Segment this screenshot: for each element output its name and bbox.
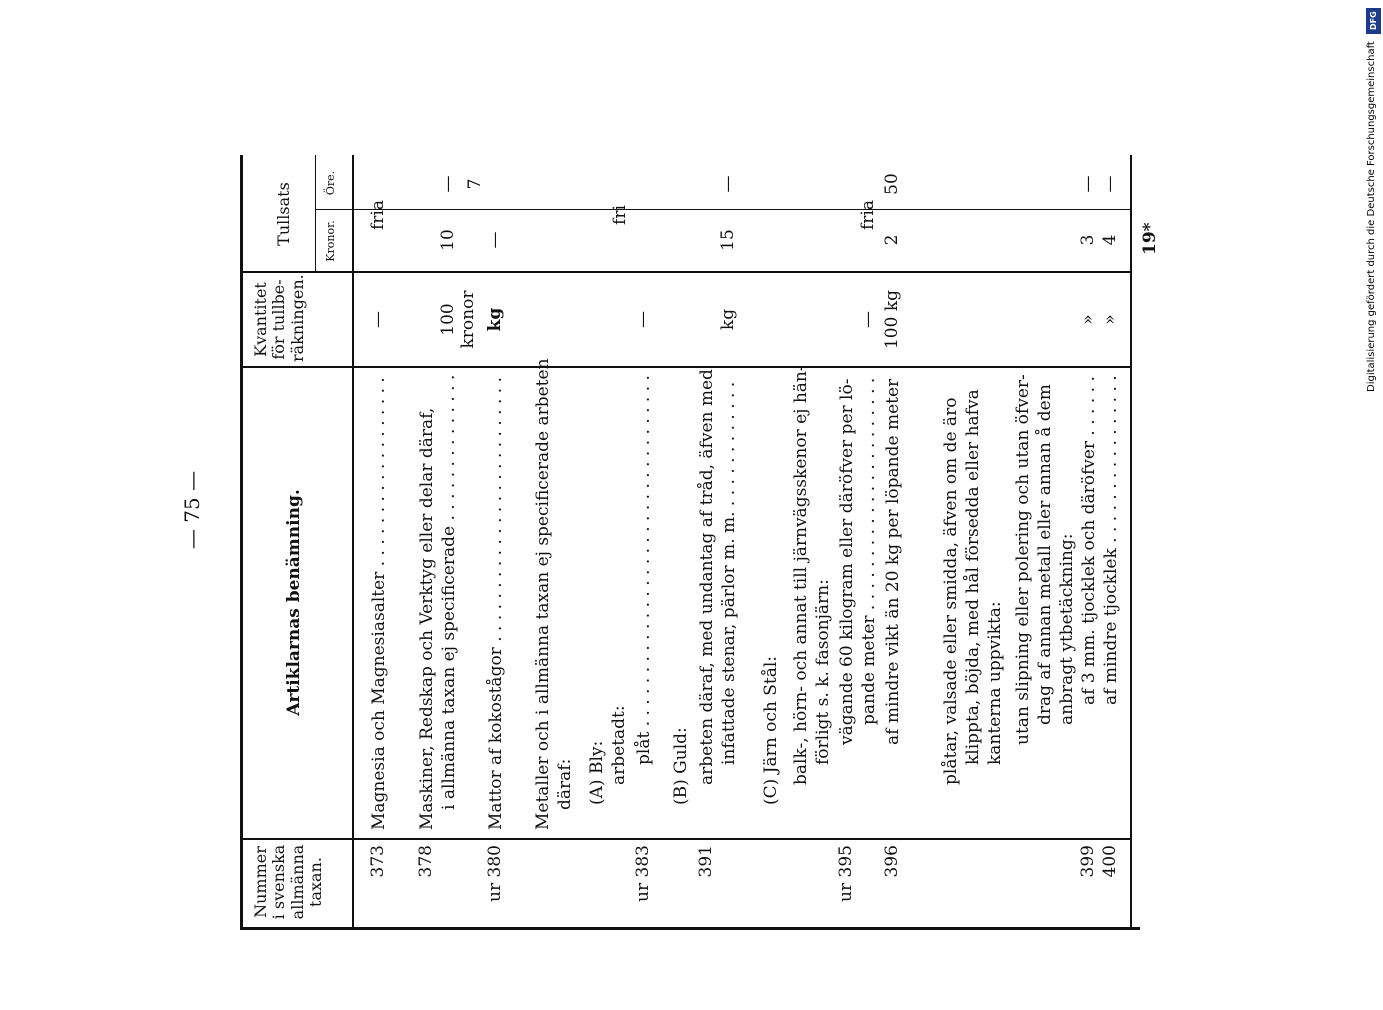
row-text: Maskiner, Redskap och Verktyg eller delar däraf, — [417, 407, 437, 830]
row-text-cont: pande meter . . . — [858, 375, 880, 725]
row-kronor: 2 — [882, 234, 902, 246]
row-kronor: — — [485, 231, 505, 249]
row-quantity: 100 kronor — [438, 290, 478, 349]
row-text-cont: förligt s. k. fasonjärn: — [813, 579, 833, 765]
header-rule — [352, 155, 354, 930]
table-left-border — [240, 927, 1140, 930]
page-number: — 75 — — [180, 470, 204, 550]
row-text: vägande 60 kilogram eller däröfver per lö- — [837, 378, 857, 745]
row-kronor: 10 — [438, 229, 458, 251]
row-free: fria — [858, 200, 878, 230]
row-text: Mattor af kokostågor . . . — [485, 375, 507, 830]
header-article: Artiklarnas benämning. — [284, 489, 304, 716]
row-number: ur 383 — [633, 845, 653, 902]
row-ore: 7 — [465, 178, 485, 190]
row-text: arbetadt: — [609, 705, 629, 785]
row-text: Magnesia och Magnesiasalter . . . — [368, 375, 390, 830]
table-bottom-border — [1130, 155, 1132, 930]
row-text: af mindre vikt än 20 kg per löpande meter — [883, 378, 903, 745]
row-text: Metaller och i allmänna taxan ej specificerade arbeten — [533, 358, 553, 830]
row-number: 373 — [368, 845, 388, 878]
row-ore: — — [1100, 175, 1120, 193]
row-text: af mindre tjocklek . . . — [1100, 375, 1122, 705]
row-number: 378 — [416, 845, 436, 878]
row-text-cont: infattade stenar, pärlor m. m. . . . — [718, 375, 740, 765]
row-kronor: 3 — [1078, 234, 1098, 246]
row-kronor: 15 — [718, 229, 738, 251]
table-top-border — [240, 155, 243, 930]
row-text-cont: i allmänna taxan ej specificerade . . . — [438, 375, 460, 810]
document-page — [140, 10, 1200, 1010]
row-kronor: 4 — [1100, 234, 1120, 246]
row-ore: 50 — [882, 173, 902, 195]
header-quantity: Kvantitet för tullbe-räkningen. — [251, 274, 307, 362]
header-kronor: Kronor. — [324, 220, 337, 262]
sheet-mark: 19* — [1140, 222, 1160, 255]
header-ore: Öre. — [324, 170, 337, 196]
row-text: af 3 mm. tjocklek och däröfver . . . — [1078, 375, 1100, 705]
row-text-cont: anbragt ytbetäckning: — [1057, 533, 1077, 725]
row-number: ur 395 — [836, 845, 856, 902]
row-quantity: — — [368, 311, 388, 328]
row-quantity: 100 kg — [882, 289, 902, 350]
row-quantity: » — [1100, 314, 1120, 325]
row-quantity: » — [1078, 314, 1098, 325]
dfg-logo-icon: DFG — [1366, 8, 1381, 34]
footer-credit: Digitalisierung gefördert durch die Deutsche Forschungsgemeinschaft — [1366, 41, 1377, 392]
column-divider — [240, 838, 1130, 840]
row-free: fria — [368, 200, 388, 230]
row-text: arbeten däraf, med undantag af tråd, äfven med — [697, 369, 717, 785]
row-ore: — — [1078, 175, 1098, 193]
row-quantity: — — [858, 311, 878, 328]
row-ore: — — [438, 175, 458, 193]
row-free: fri — [610, 205, 630, 225]
row-number: 391 — [696, 845, 716, 878]
row-text: utan slipning eller polering och utan öfver- — [1013, 374, 1033, 745]
tullsats-subrule — [315, 155, 316, 273]
kronor-ore-divider — [315, 209, 1130, 210]
row-text: plåt . . . — [633, 375, 655, 765]
row-text: (C) Järn och Stål: — [761, 656, 781, 805]
row-text: balk-, hörn- och annat till järnvägsskenor ej hän- — [791, 365, 811, 785]
row-number: 396 — [882, 845, 902, 878]
row-ore: — — [718, 175, 738, 193]
row-text-cont: däraf: — [555, 758, 575, 810]
tariff-table — [140, 10, 1200, 1010]
row-number: ur 380 — [485, 845, 505, 902]
row-text-cont: kanterna uppvikta: — [985, 601, 1005, 765]
header-number: Nummer i svenska allmänna taxan. — [251, 844, 326, 920]
row-quantity: kg — [485, 307, 505, 332]
row-text-cont: klippta, böjda, med hål försedda eller hafva — [963, 389, 983, 765]
row-text: (B) Guld: — [671, 727, 691, 805]
row-text: (A) Bly: — [587, 740, 607, 805]
row-text-cont: drag af annan metall eller annan å dem — [1035, 384, 1055, 725]
row-quantity: — — [633, 311, 653, 328]
header-tariff: Tullsats — [274, 182, 293, 246]
row-number: 400 — [1100, 845, 1120, 878]
row-number: 399 — [1078, 845, 1098, 878]
row-text: plåtar, valsade eller smidda, äfven om de äro — [941, 397, 961, 785]
row-quantity: kg — [718, 308, 738, 331]
